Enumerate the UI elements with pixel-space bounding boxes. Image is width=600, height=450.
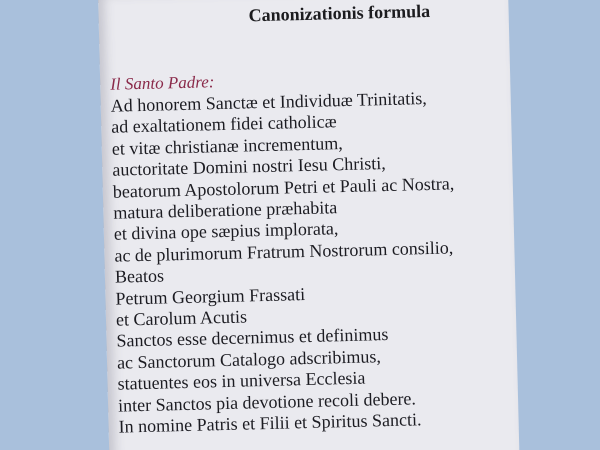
- text-line: Petrum Georgium Frassati: [115, 283, 306, 309]
- text-line: Beatos: [114, 265, 165, 287]
- text-line: Sanctos esse decernimus et definimus: [116, 324, 389, 352]
- speaker-label: Il Santo Padre:: [110, 72, 215, 94]
- text-line: auctoritate Domini nostri Iesu Christi,: [112, 153, 386, 180]
- text-line: et Carolum Acutis: [115, 306, 248, 330]
- page-title: Canonizationis formula: [248, 0, 431, 26]
- text-line: ad exaltationem fidei catholicæ: [111, 111, 337, 138]
- book-page: [98, 0, 520, 450]
- text-line: beatorum Apostolorum Petri et Pauli ac Nostra,: [112, 172, 455, 202]
- text-line: In nomine Patris et Filii et Spiritus Sancti.: [118, 409, 422, 437]
- text-line: matura deliberatione præhabita: [113, 197, 338, 223]
- text-line: statuentes eos in universa Ecclesia: [117, 367, 366, 394]
- text-line: ac de plurimorum Fratrum Nostrorum consilio,: [114, 237, 454, 266]
- text-line: inter Sanctos pia devotione recoli debere.: [117, 388, 417, 416]
- text-line: et vitæ christianæ incrementum,: [111, 132, 343, 159]
- formula-text: [111, 87, 461, 438]
- text-line: Ad honorem Sanctæ et Individuæ Trinitatis,: [110, 88, 427, 116]
- text-line: et divina ope sæpius implorata,: [113, 218, 339, 245]
- text-line: ac Sanctorum Catalogo adscribimus,: [116, 346, 382, 373]
